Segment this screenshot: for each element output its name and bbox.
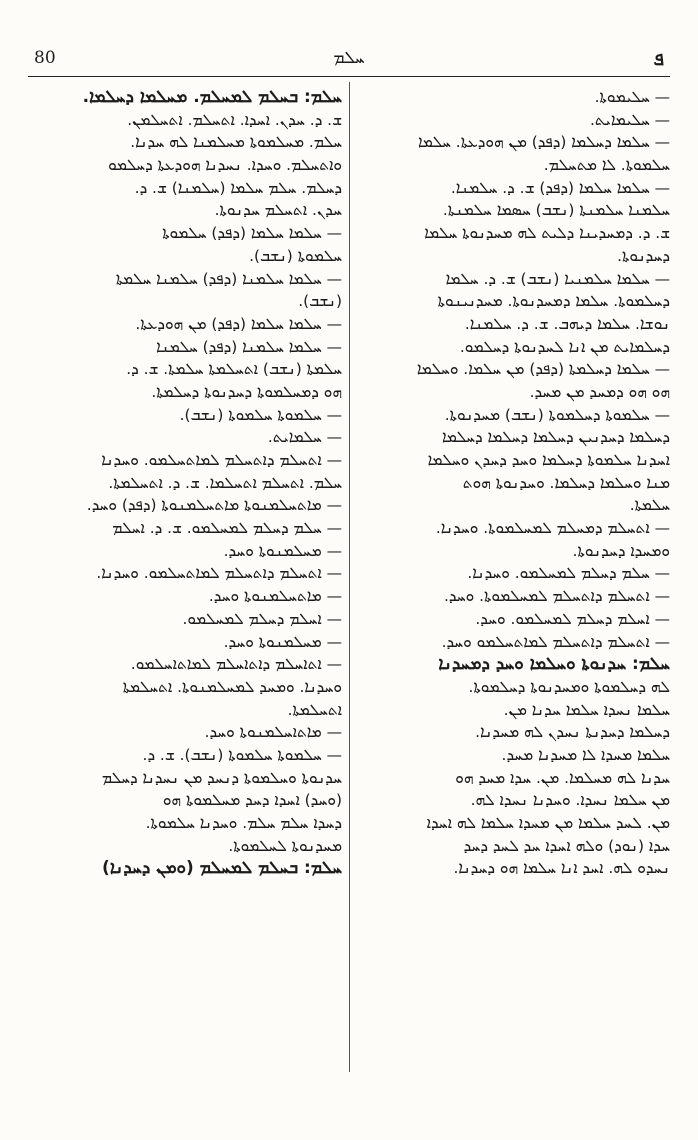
text-line: — ܚܠܡܐ ܚܠܡܐ (ܕܦܕ) ܡܢ ܗܘܕܥܬܐ.: [135, 314, 342, 333]
text-line: ܚܠܡ: ܒܚܠܡ ܠܡܚܠܡ. ܡܚܠܡܐ ܕܚܠܡܐ.: [82, 87, 342, 107]
text-line: (ܢܫܒ).: [298, 292, 342, 311]
text-line: — ܡܐܬܐܚܠܡܢܘܬܐ ܘܚܕ.: [204, 723, 342, 742]
text-line: — ܚܠܡܐ ܕܚܠܡܬܐ (ܕܦܕ) ܡܢ ܚܠܡܐ. ܘܚܠܡܐ: [416, 360, 670, 379]
text-line: — ܚܠܡ ܕܚܠܡ ܠܡܚܠܡܘ. ܘܚܕܢܐ.: [467, 564, 670, 583]
text-line: — ܐܬܐܚܠܡ ܕܐܬܐܚܠܡ ܠܡܐܬܐܚܠܡܘ.: [130, 655, 342, 674]
text-line: ܡܢܐ ܘܚܠܡܐ ܕܚܠܡܐ. ܘܚܕܢܘܬܐ ܗܘܬ: [462, 473, 670, 492]
text-line: ܗܘ ܗܘ ܕܡܚܕ ܡܢ ܡܚܕ.: [529, 382, 670, 401]
text-line: ܚܠܡ. ܡܚܠܡܘܬܐ ܡܚܠܡܢܐ ܠܗ ܚܕܢܐ.: [130, 133, 342, 152]
text-line: ܐܚܕܢܐ ܚܠܡܘܬܐ ܕܚܠܡܐ ܘܚܕ ܕܚܕܢ ܘܚܠܡܐ: [427, 451, 670, 469]
text-line: ܫ. ܕ. ܚܕܢ. ܐܚܕܐ. ܐܬܚܠܡ. ܐܬܚܠܡܢ.: [127, 110, 342, 129]
text-line: — ܚܠܝܡܘܬܐ.: [594, 88, 670, 106]
text-line: ܚܠܡ. ܐܬܚܠܡ ܐܬܚܠܡܐ. ܫ. ܕ. ܐܬܚܠܡܬܐ.: [108, 473, 342, 492]
text-line: ܚܠܡܬܐ.: [629, 496, 670, 515]
text-line: — ܐܬܚܠܡ ܕܡܚܠܡ ܠܡܚܠܡܘܬܐ. ܘܚܕܢܐ.: [435, 519, 670, 538]
text-line: — ܚܠܡ ܕܚܠܡ ܠܡܚܠܡܘ. ܫ. ܕ. ܐܚܠܡ: [112, 519, 342, 538]
text-line: — ܡܐܬܚܠܡܢܘܬܐ ܡܐܬܚܠܡܢܘܬܐ (ܕܦܕ) ܘܚܕ.: [86, 496, 342, 515]
text-line: — ܚܠܡܘܬܐ ܕܚܠܡܘܬܐ (ܢܫܒ) ܡܚܕܢܘܬܐ.: [444, 405, 670, 424]
text-line: ܠܗ ܕܚܠܡܘܬܐ ܘܡܚܕܢܘܬܐ ܕܚܠܡܘܬܐ.: [468, 677, 670, 696]
text-line: ܚܠܡܬܐ (ܢܫܒ) ܐܬܚܠܡܬܐ ܚܠܡܬܐ. ܫ. ܕ.: [126, 360, 342, 379]
text-line: — ܡܚܠܡܢܘܬܐ ܘܚܕ.: [223, 541, 342, 560]
text-line: ܚܠܡܢܐ ܚܠܡܢܬܐ (ܢܫܒ) ܚܣܡܐ ܚܠܡܢܬܐ.: [442, 201, 670, 220]
text-line: (ܘܚܕ) ܐܚܕܐ ܕܚܕ ܡܚܠܡܘܬܐ ܗܘ: [162, 791, 342, 810]
left-column: [30, 86, 342, 1071]
text-line: ܡܚܕܢܘܬܐ ܠܚܠܡܘܬܐ.: [228, 836, 342, 855]
text-line: ܘܡܚܕܐ ܕܚܕܢܘܬܐ.: [572, 541, 670, 560]
running-headword: ܚܠܡ: [333, 48, 365, 68]
text-line: ܚܕܐ (ܢܘܕ) ܘܠܗ ܐܚܕܐ ܚܕ ܠܚܕ ܕܚܕ: [463, 836, 670, 855]
text-line: ܚܕܢ. ܐܬܚܠܡ ܚܕܢܘܬܐ.: [214, 201, 342, 220]
text-line: ܕܚܠܡܘܬܐ. ܚܠܡܐ ܕܡܚܕܢܘܬܐ. ܡܚܕܢܝܢܘܬܐ: [437, 292, 670, 311]
text-line: ܚܠܡܐ ܡܚܕܐ ܠܐ ܡܚܕܢܐ ܡܚܕ.: [501, 745, 670, 764]
text-line: ܡܢ ܚܠܡܐ ܢܚܕܐ. ܘܚܕܢܐ ܢܚܕܐ ܠܗ.: [470, 791, 670, 810]
header-rule: [28, 76, 670, 77]
text-line: ܚܠܡ: ܒܚܠܡ ܠܡܚܠܡ (ܘܡܢ ܕܚܕܢܐ): [102, 858, 342, 879]
text-line: ܚܠܡܘܬܐ (ܢܫܒ).: [249, 246, 342, 265]
text-line: ܚܕܢܐ ܠܗ ܡܚܠܡܐ. ܡܢ. ܚܕܐ ܡܚܕ ܗܘ: [455, 768, 670, 787]
text-line: — ܚܠܡܐ ܚܠܡܐ (ܕܦܕ) ܚܠܡܘܬܐ: [162, 224, 342, 243]
text-line: ܘܚܕܢܐ. ܘܡܚܕ ܠܡܚܠܡܢܘܬܐ. ܐܬܚܠܡܬܐ: [122, 677, 342, 696]
page-number: 80: [34, 48, 56, 68]
text-line: ܕܚܕܐ ܚܠܡ ܚܠܡ. ܘܚܕܢܐ ܚܠܡܘܬܐ.: [145, 814, 342, 832]
text-line: — ܚܠܡܐ ܚܠܡܐ (ܕܦܕ) ܫ. ܕ. ܚܠܡܢܐ.: [450, 178, 670, 197]
text-line: ܡܢ. ܠܚܕ ܚܠܡܐ ܡܢ ܡܚܕܐ ܚܠܡܐ ܠܗ ܐܚܕܐ: [426, 814, 670, 832]
right-column: [357, 86, 670, 1071]
text-line: — ܐܬܚܠܡ ܕܐܬܚܠܡ ܠܡܚܠܡܘܬܐ. ܘܚܕ.: [444, 587, 670, 606]
column-divider: [349, 82, 350, 1072]
text-line: — ܡܐܬܚܠܡܢܘܬܐ ܘܚܕ.: [208, 587, 342, 606]
text-line: — ܐܬܚܠܡ ܕܐܬܚܠܡ ܠܡܐܬܚܠܡܘ. ܘܚܕܢܐ: [101, 451, 342, 469]
text-line: ܕܚܠܡܐܝܬ ܡܢ ܐܢܐ ܠܚܕܢܘܬܐ ܕܚܠܡܘ.: [459, 337, 670, 356]
text-line: — ܚܠܡܐܝܬ.: [267, 428, 342, 447]
text-line: — ܐܬܚܠܡ ܕܐܬܚܠܡ ܠܡܐܬܚܠܡܘ ܘܚܕ.: [441, 632, 670, 651]
text-line: — ܚܠܡܐ ܚܠܡܢܐ (ܕܦܕ) ܚܠܡܢܐ ܚܠܡܬܐ: [115, 269, 342, 288]
text-line: ܗܘ ܕܡܚܠܡܘܬܐ ܕܚܕܢܘܬܐ ܕܚܠܡܬܐ.: [151, 382, 342, 401]
text-line: — ܚܠܡܐ ܚܠܡܢܐ (ܕܦܕ) ܚܠܡܢܐ: [156, 337, 342, 356]
text-line: — ܐܬܚܠܡ ܕܐܬܚܠܡ ܠܡܐܬܚܠܡܘ. ܘܚܕܢܐ.: [96, 564, 342, 583]
text-line: ܚܠܡ: ܚܕܢܘܬܐ ܘܚܠܡܐ ܘܚܕ ܕܡܚܕܢܐ: [438, 654, 670, 675]
text-line: — ܚܠܡܘܬܐ ܚܠܡܘܬܐ (ܢܫܒ). ܫ. ܕ.: [142, 745, 342, 764]
text-line: ܐܬܚܠܡܬܐ.: [287, 700, 342, 719]
text-line: ܚܠܡܘܬܐ. ܠܐ ܡܬܚܠܡ.: [543, 156, 670, 175]
section-letter: ܦ: [653, 48, 664, 70]
running-head: [30, 48, 668, 78]
text-line: — ܐܚܠܡ ܕܚܠܡ ܠܡܚܠܡܘ.: [182, 609, 342, 628]
text-line: — ܚܠܝܡܐܝܬ.: [589, 110, 670, 129]
text-line: — ܐܚܠܡ ܕܚܠܡ ܠܡܚܠܡܘ. ܘܚܕ.: [475, 609, 670, 628]
text-line: — ܡܚܠܡܢܘܬܐ ܘܚܕ.: [223, 632, 342, 651]
text-line: — ܚܠܡܐ ܚܠܡܢܝܐ (ܢܫܒ) ܫ. ܕ. ܚܠܡܐ: [445, 269, 670, 288]
text-line: ܢܘܫܐ. ܚܠܡܐ ܕܝܗܒ. ܫ. ܕ. ܚܠܡܢܐ.: [464, 314, 670, 333]
text-line: ܕܚܠܡܐ ܕܚܕܢܬܐ ܢܚܕܢ ܠܗ ܡܚܕܢܐ.: [475, 723, 670, 742]
text-line: ܕܚܠܡܐ ܕܚܕܢܝܢ ܕܚܠܡܐ ܕܚܠܡܐ ܕܚܠܡܐ: [442, 428, 670, 447]
text-line: ܕܚܠܡ. ܚܠܡ ܚܠܡܐ (ܚܠܡܢܐ) ܫ. ܕ.: [134, 178, 342, 197]
text-line: ܚܠܡܐ ܢܚܕܐ ܚܠܡܐ ܚܕܢܐ ܡܢ.: [503, 700, 670, 719]
text-line: — ܚܠܡܐ ܕܚܠܡܐ (ܕܦܕ) ܡܢ ܗܘܕܥܬܐ. ܚܠܡܐ: [417, 133, 670, 152]
text-line: ܢܚܕܘ ܠܗ. ܐܚܕ ܐܢܐ ܚܠܡܐ ܗܘ ܕܚܕܢܐ.: [453, 859, 670, 878]
text-line: ܚܕܢܘܬܐ ܘܚܠܡܘܬܐ ܕܢܚܕ ܡܢ ܢܚܕܢܐ ܕܚܠܡ: [101, 768, 342, 787]
text-line: — ܚܠܡܘܬܐ ܚܠܡܘܬܐ (ܢܫܒ).: [179, 405, 342, 424]
text-line: ܕܚܕܢܘܬܐ.: [617, 246, 670, 265]
text-line: ܫ. ܕ. ܕܡܚܕܝܢܐ ܕܠܝܬ ܠܗ ܡܚܕܢܘܬܐ ܚܠܡܐ: [424, 224, 670, 243]
text-line: ܘܐܬܚܠܡ. ܘܚܕܐ. ܢܚܕܢܐ ܗܘܕܥܬܐ ܕܚܠܡܘ: [108, 156, 342, 175]
